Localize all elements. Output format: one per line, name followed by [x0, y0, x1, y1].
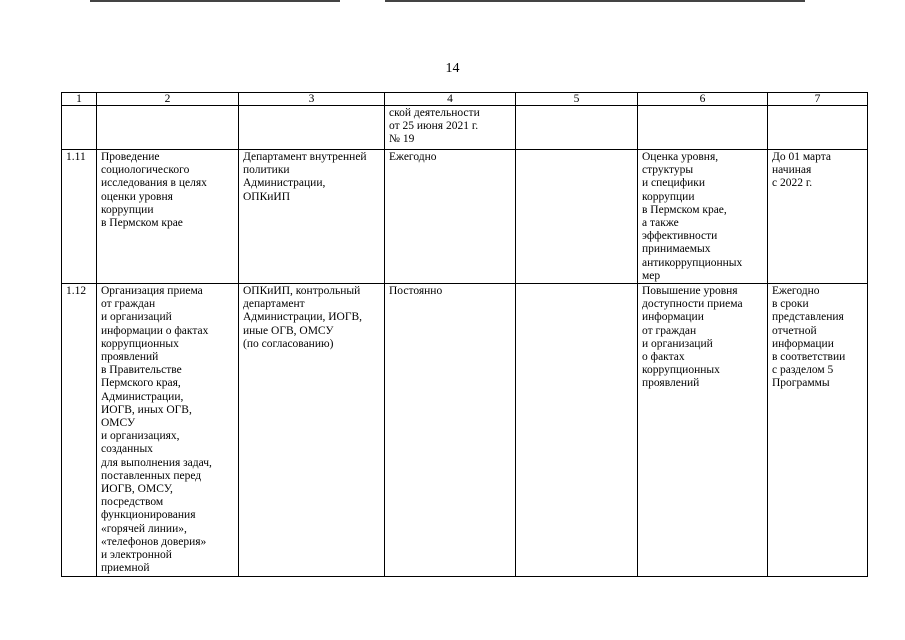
table-cell [638, 106, 768, 150]
table-row [62, 284, 868, 576]
column-number: 5 [516, 93, 638, 106]
table-cell [239, 106, 385, 150]
table-cell [768, 106, 868, 150]
result-cell: Повышение уровня доступности приема информации от граждан и организаций о фактах коррупционных проявлений [638, 284, 768, 576]
report-cell: До 01 марта начиная с 2022 г. [768, 150, 868, 284]
table-cell: ской деятельности от 25 июня 2021 г. № 19 [385, 106, 516, 150]
row-number: 1.12 [62, 284, 97, 576]
term-cell: Ежегодно [385, 150, 516, 284]
continuation-row [62, 106, 868, 150]
empty-cell [516, 150, 638, 284]
row-number: 1.11 [62, 150, 97, 284]
page-number: 14 [445, 61, 460, 76]
term-cell: Постоянно [385, 284, 516, 576]
table-cell [97, 106, 239, 150]
measures-table [61, 92, 868, 577]
report-cell: Ежегодно в сроки представления отчетной информации в соответствии с разделом 5 Программы [768, 284, 868, 576]
empty-cell [516, 284, 638, 576]
scan-top-line-right [385, 0, 805, 2]
column-number: 2 [97, 93, 239, 106]
column-number: 3 [239, 93, 385, 106]
event-cell: Проведение социологического исследования в целях оценки уровня коррупции в Пермском крае [97, 150, 239, 284]
table-cell [516, 106, 638, 150]
result-cell: Оценка уровня, структуры и специфики коррупции в Пермском крае, а также эффективности принимаемых антикоррупционных мер [638, 150, 768, 284]
column-number-row [62, 93, 868, 106]
table-cell [62, 106, 97, 150]
column-number: 4 [385, 93, 516, 106]
executor-cell: Департамент внутренней политики Администрации, ОПКиИП [239, 150, 385, 284]
column-number: 7 [768, 93, 868, 106]
scan-top-line-left [90, 0, 340, 2]
event-cell: Организация приема от граждан и организаций информации о фактах коррупционных проявлений в Правительстве Пермского края, Администрации, ИОГВ, иных ОГВ, ОМСУ и организациях, созданных для выполнения задач, поставленных перед ИОГВ, ОМСУ, посредством функционирования «горячей линии», «телефонов доверия» и электронной приемной [97, 284, 239, 576]
executor-cell: ОПКиИП, контрольный департамент Администрации, ИОГВ, иные ОГВ, ОМСУ (по согласованию) [239, 284, 385, 576]
table-row [62, 150, 868, 284]
column-number: 1 [62, 93, 97, 106]
column-number: 6 [638, 93, 768, 106]
